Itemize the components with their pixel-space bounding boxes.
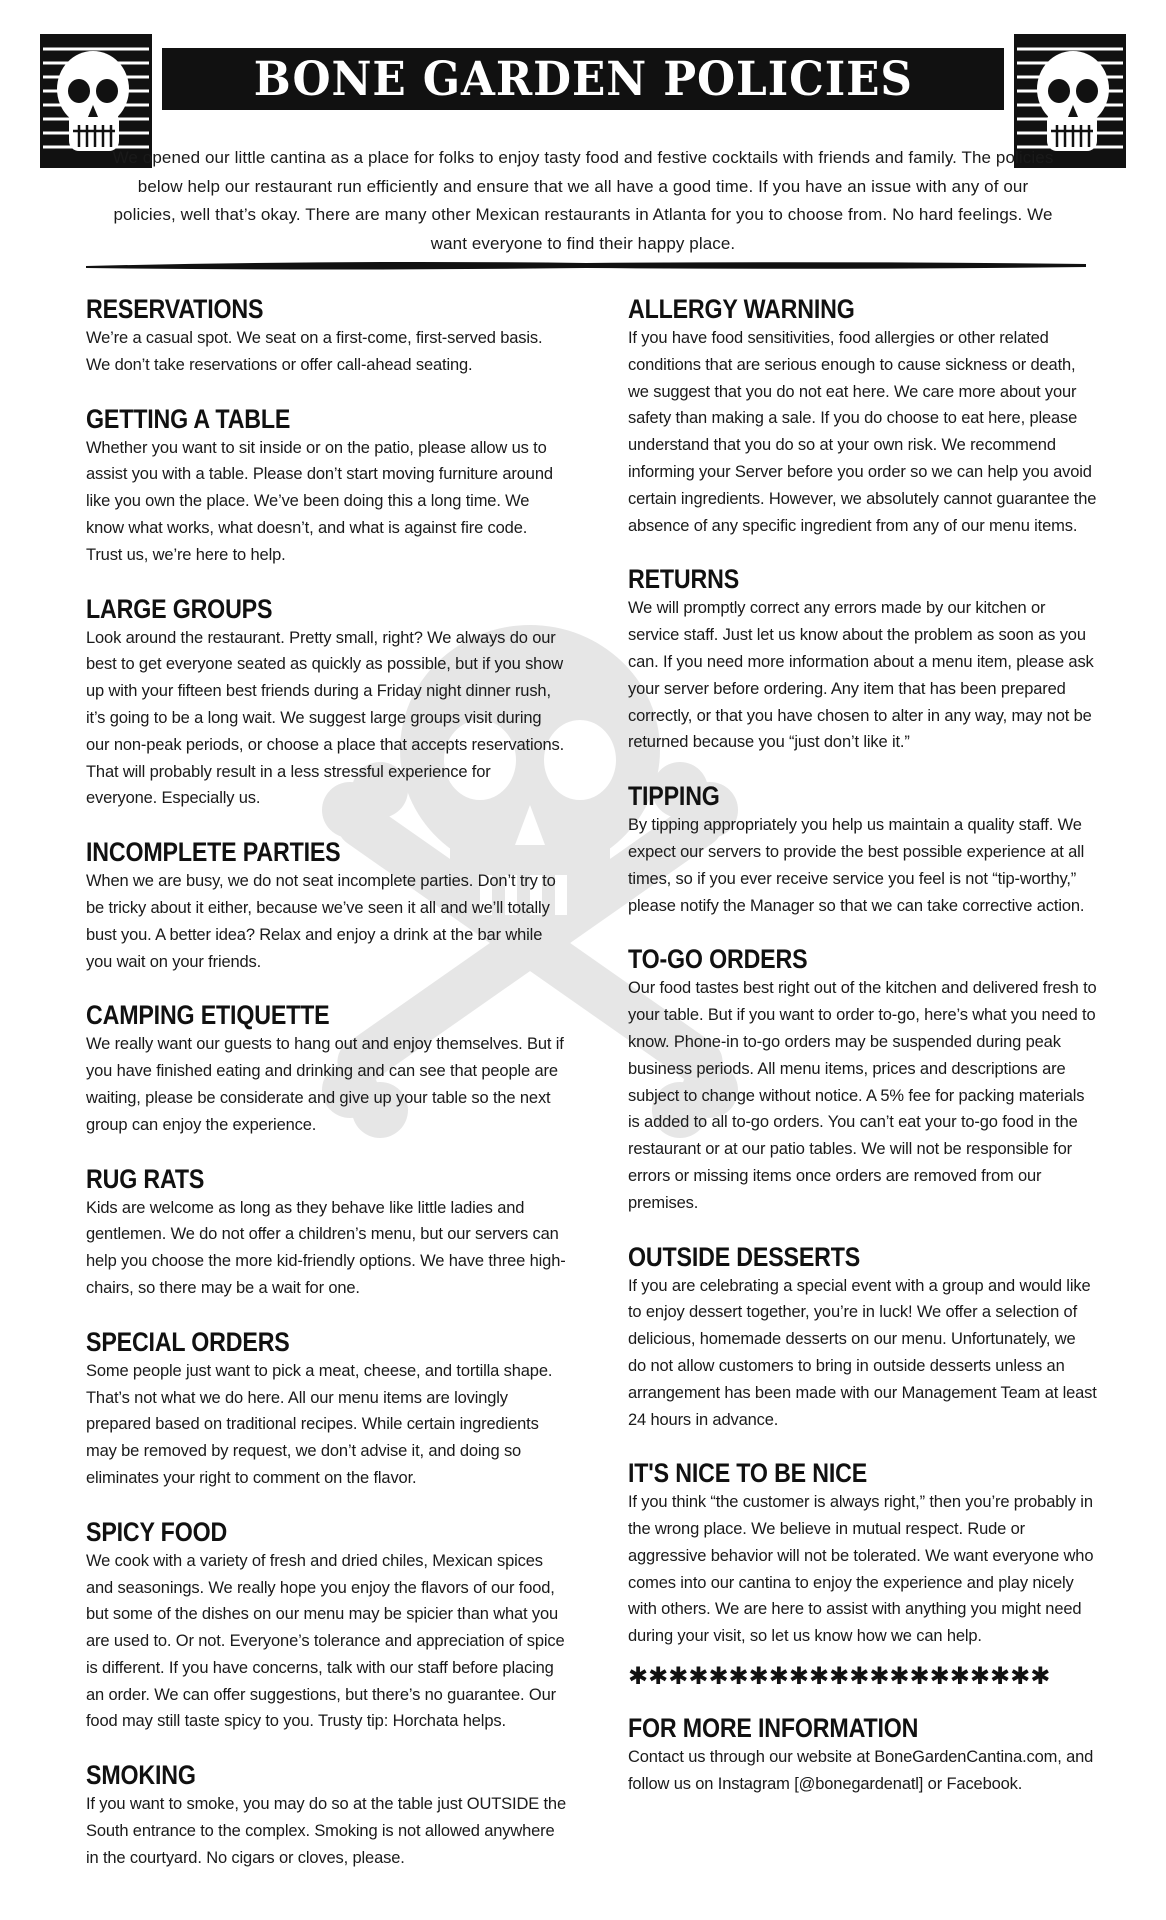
section-heading: RUG RATS xyxy=(86,1163,205,1194)
section-body: If you think “the customer is always right,” then you’re probably in the wrong place. We believe in mutual respect. Rude or aggressive behavior will not be tolerated. We want everyone who comes into our cantina to enjoy the experience and play nicely with others. We are here to assist with anything you might need during your visit, so let us know how we can help. xyxy=(628,1493,1094,1646)
section-nice-to-be-nice xyxy=(628,1457,1098,1650)
section-returns xyxy=(628,563,1098,756)
section-to-go-orders xyxy=(628,943,1098,1216)
section-body: By tipping appropriately you help us maintain a quality staff. We expect our servers to provide the best possible experience at all times, so if you ever receive service you feel is not “tip-worthy,” please notify the Manager so that we can take corrective action. xyxy=(628,816,1085,915)
section-body: When we are busy, we do not seat incomplete parties. Don’t try to be tricky about it either, because we’ve seen it all and we’ll totally bust you. A better idea? Relax and enjoy a drink at the bar while you wait on your friends. xyxy=(86,872,556,971)
section-heading: IT'S NICE TO BE NICE xyxy=(628,1458,868,1489)
section-getting-a-table xyxy=(86,403,566,569)
section-heading: FOR MORE INFORMATION xyxy=(628,1713,919,1744)
section-body: We will promptly correct any errors made by our kitchen or service staff. Just let us know about the problem as soon as you can. If you need more information about a menu item, please ask your server before ordering. Any item that has been prepared correctly, or that you have chosen to alter in any way, may not be returned because you “just don’t like it.” xyxy=(628,599,1094,752)
section-large-groups xyxy=(86,593,566,813)
section-heading: SMOKING xyxy=(86,1760,196,1791)
intro-text: We opened our little cantina as a place for folks to enjoy tasty food and festive cocktails with friends and family. The policies below help our restaurant run efficiently and ensure that we all have a good time. If you have an issue with any of our policies, well that’s okay. There are many other Mexican restaurants in Atlanta for you to choose from. No hard feelings. We want everyone to find their happy place. xyxy=(112,148,1054,253)
section-heading: TO-GO ORDERS xyxy=(628,944,808,975)
section-heading: SPECIAL ORDERS xyxy=(86,1326,290,1357)
section-heading: ALLERGY WARNING xyxy=(628,294,855,324)
right-column xyxy=(628,293,1098,1822)
star-row-icon: ✱✱✱✱✱✱✱✱✱✱✱✱✱✱✱✱✱✱✱✱✱ xyxy=(628,1663,1051,1691)
section-body: Kids are welcome as long as they behave like little ladies and gentlemen. We do not offer a children’s menu, but our servers can help you choose the more kid-friendly options. We have three high-chairs, so there may be a wait for one. xyxy=(86,1198,566,1297)
section-smoking xyxy=(86,1759,566,1871)
section-body: We cook with a variety of fresh and dried chiles, Mexican spices and seasonings. We really hope you enjoy the flavors of our food, but some of the dishes on our menu may be spicier than what you are used to. Or not. Everyone’s tolerance and appreciation of spice is different. If you have concerns, talk with our staff before placing an order. We can offer suggestions, but there’s no guarantee. Our food may still taste spicy to you. Trusty tip: Horchata helps. xyxy=(86,1551,565,1731)
section-outside-desserts xyxy=(628,1241,1098,1434)
page-title: BONE GARDEN POLICIES xyxy=(253,51,913,107)
section-spicy-food xyxy=(86,1516,566,1736)
left-column xyxy=(86,293,566,1896)
section-heading: SPICY FOOD xyxy=(86,1516,228,1547)
section-allergy-warning xyxy=(628,293,1098,539)
section-rug-rats xyxy=(86,1163,566,1302)
section-heading: RETURNS xyxy=(628,564,740,595)
section-heading: OUTSIDE DESSERTS xyxy=(628,1241,861,1272)
section-body: If you are celebrating a special event with a group and would like to enjoy dessert together, you’re in luck! We offer a selection of delicious, homemade desserts on our menu. Unfortunately, we do not allow customers to bring in outside desserts unless an arrangement has been made with our Management Team at least 24 hours in advance. xyxy=(628,1276,1097,1429)
star-divider xyxy=(628,1664,1098,1690)
section-body: Look around the restaurant. Pretty small, right? We always do our best to get everyone seated as quickly as possible, but if you show up with your fifteen best friends during a Friday night dinner rush, it’s going to be a long wait. We suggest large groups visit during our non-peak periods, or choose a place that accepts reservations. That will probably result in a less stressful experience for everyone. Especially us. xyxy=(86,628,565,808)
section-heading: TIPPING xyxy=(628,781,720,812)
section-body: We really want our guests to hang out and enjoy themselves. But if you have finished eating and drinking and can see that people are waiting, please be considerate and give up your table so the next group can enjoy the experience. xyxy=(86,1035,564,1134)
section-body: Some people just want to pick a meat, cheese, and tortilla shape. That’s not what we do here. All our menu items are lovingly prepared based on traditional recipes. While certain ingredients may be removed by request, we don’t advise it, and doing so eliminates your right to comment on the flavor. xyxy=(86,1361,553,1487)
section-body: Our food tastes best right out of the kitchen and delivered fresh to your table. But if you want to order to-go, here’s what you need to know. Phone-in to-go orders may be suspended during peak business periods. All menu items, prices and descriptions are subject to change without notice. A 5% fee for packing materials is added to all to-go orders. You can’t eat your to-go food in the restaurant or at our patio tables. We will not be responsible for errors or missing items once orders are removed from our premises. xyxy=(628,979,1097,1212)
section-body: If you want to smoke, you may do so at the table just OUTSIDE the South entrance to the complex. Smoking is not allowed anywhere in the courtyard. No cigars or cloves, please. xyxy=(86,1795,566,1867)
section-heading: CAMPING ETIQUETTE xyxy=(86,1000,330,1031)
title-banner xyxy=(162,48,1004,110)
section-special-orders xyxy=(86,1326,566,1492)
brush-divider xyxy=(86,259,1086,271)
section-tipping xyxy=(628,780,1098,919)
section-body: Whether you want to sit inside or on the patio, please allow us to assist you with a table. Please don’t start moving furniture around like you own the place. We’ve been doing this a long time. We know what works, what doesn’t, and what is against fire code. Trust us, we’re here to help. xyxy=(86,438,553,564)
section-heading: RESERVATIONS xyxy=(86,294,264,324)
section-camping-etiquette xyxy=(86,999,566,1138)
section-heading: INCOMPLETE PARTIES xyxy=(86,837,341,868)
section-body: Contact us through our website at BoneGardenCantina.com, and follow us on Instagram [@bonegardenatl] or Facebook. xyxy=(628,1748,1094,1793)
section-body: If you have food sensitivities, food allergies or other related conditions that are serious enough to cause sickness or death, we suggest that you do not eat here. We care more about your safety than making a sale. If you do choose to eat here, please understand that you do so at your own risk. We recommend informing your Server before you order so we can help you avoid certain ingredients. However, we absolutely cannot guarantee the absence of any specific ingredient from any of our menu items. xyxy=(628,329,1097,535)
section-more-information xyxy=(628,1712,1098,1798)
section-reservations xyxy=(86,293,566,379)
section-incomplete-parties xyxy=(86,836,566,975)
section-heading: LARGE GROUPS xyxy=(86,593,273,624)
section-body: We’re a casual spot. We seat on a first-come, first-served basis. We don’t take reservations or offer call-ahead seating. xyxy=(86,329,543,374)
section-heading: GETTING A TABLE xyxy=(86,403,291,434)
